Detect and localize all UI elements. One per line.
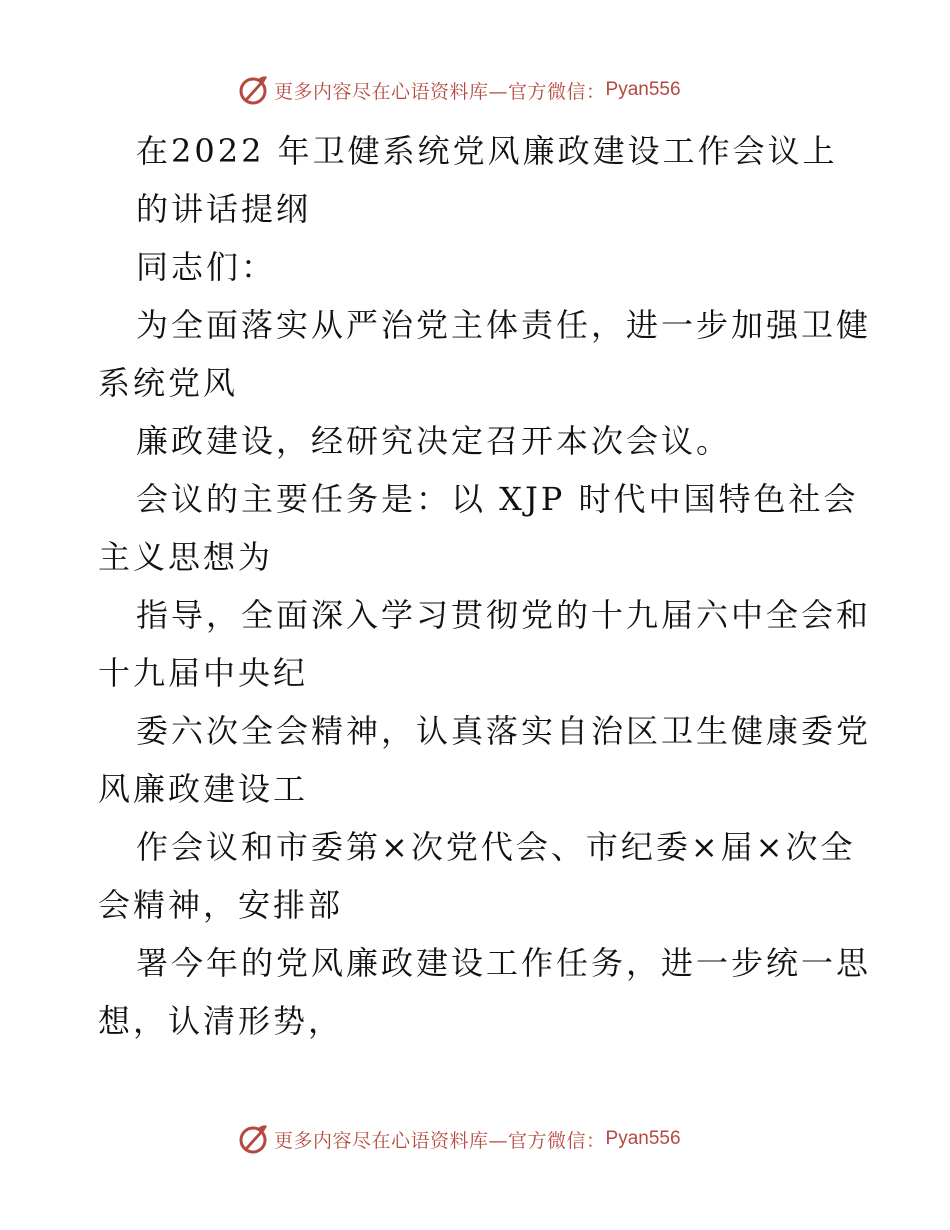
watermark-text: 更多内容尽在心语资料库—官方微信： (274, 80, 606, 103)
text-line: 委六次全会精神，认真落实自治区卫生健康委党 (136, 712, 872, 750)
text-line: 想，认清形势， (98, 1002, 344, 1040)
text-line: 署今年的党风廉政建设工作任务，进一步统一思 (136, 944, 872, 982)
text-line: 指导，全面深入学习贯彻党的十九届六中全会和 (136, 596, 872, 634)
text-line: 作会议和市委第×次党代会、市纪委×届×次全 (136, 828, 856, 866)
header-watermark (236, 72, 681, 108)
watermark-id: Pyan556 (605, 79, 681, 100)
quill-ring-logo-icon (236, 73, 270, 107)
quill-ring-logo-icon (236, 1122, 270, 1156)
text-line: 十九届中央纪 (98, 654, 309, 692)
text-line: 为全面落实从严治党主体责任，进一步加强卫健 (136, 306, 872, 344)
footer-watermark (236, 1121, 681, 1157)
salutation: 同志们： (136, 248, 277, 286)
title-line: 在2022 年卫健系统党风廉政建设工作会议上 (136, 132, 838, 170)
title-line: 的讲话提纲 (136, 190, 312, 228)
text-line: 主义思想为 (98, 538, 274, 576)
text-line: 风廉政建设工 (98, 770, 309, 808)
text-line: 廉政建设，经研究决定召开本次会议。 (136, 422, 732, 460)
text-line: 会精神，安排部 (98, 886, 344, 924)
text-line: 系统党风 (98, 364, 239, 402)
watermark-id: Pyan556 (605, 1128, 681, 1149)
text-line: 会议的主要任务是：以 XJP 时代中国特色社会 (136, 480, 859, 518)
watermark-text: 更多内容尽在心语资料库—官方微信： (274, 1129, 606, 1152)
document-body (98, 122, 872, 1050)
